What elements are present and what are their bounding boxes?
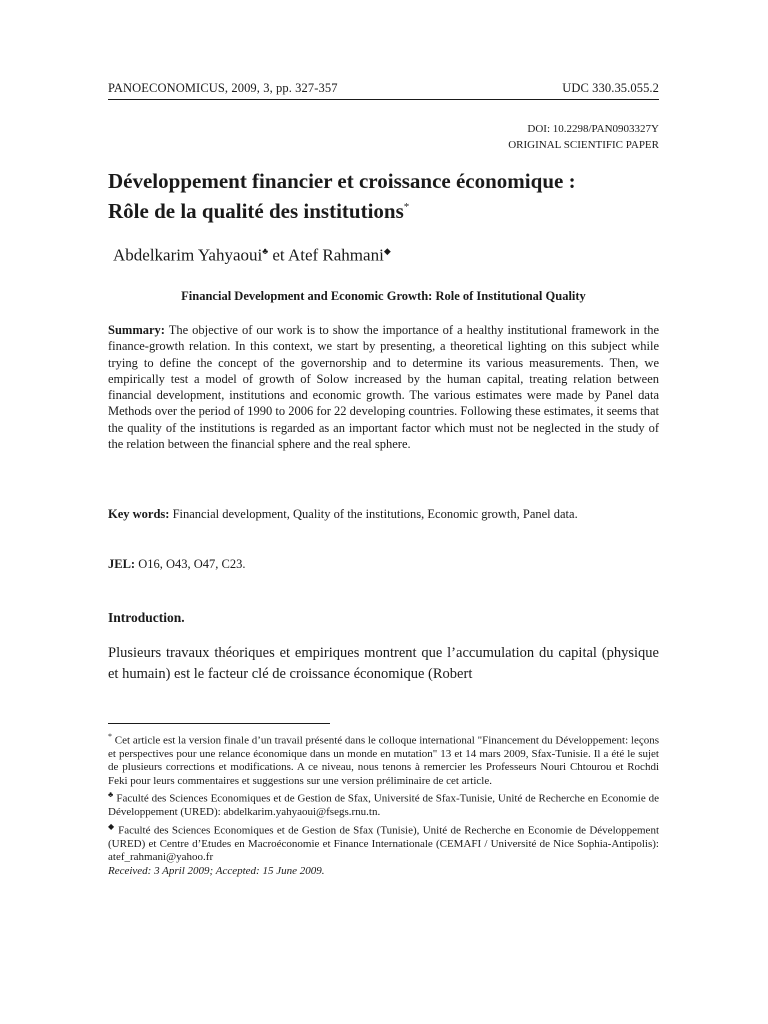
abstract-label: Summary: [108,323,165,337]
footnote-3-mark: ◆ [108,821,115,831]
udc-code: UDC 330.35.055.2 [562,81,659,95]
introduction-paragraph: Plusieurs travaux théoriques et empiriques montrent que l’accumulation du capital (physique et humain) est le facteur clé de croissance économique (Robert [108,645,659,682]
footnote-3-text: Faculté des Sciences Economiques et de Gestion de Sfax (Tunisie), Unité de Recherche en Economie de Développement (URED) et Centre d’Etudes en Macroéconomie et Finance Internationale (CEMAFI / Université de Nice Sophia-Antipolis): atef_rahmani@yahoo.fr [108,824,659,864]
footnote-rule [108,723,330,724]
paper-type: ORIGINAL SCIENTIFIC PAPER [508,139,659,151]
authors-conjunction: et [268,245,288,265]
author-2-mark: ◆ [383,246,391,256]
keywords [108,506,659,522]
footnote-3 [108,820,659,865]
footnote-1-mark: * [108,732,112,741]
running-header [108,81,659,96]
introduction-heading: Introduction. [108,610,185,625]
author-1-mark: ♣ [262,246,269,256]
author-1: Abdelkarim Yahyaoui [113,245,263,265]
footnote-2 [108,788,659,819]
author-2: Atef Rahmani [287,245,384,265]
keywords-text: Financial development, Quality of the institutions, Economic growth, Panel data. [169,507,578,521]
abstract [108,322,659,452]
jel-text: O16, O43, O47, C23. [135,557,246,571]
doi-block [108,121,659,153]
title-footnote-mark: * [403,201,410,213]
footnotes [108,730,659,878]
footnote-2-mark: ♣ [108,790,114,800]
jel-label: JEL: [108,557,136,571]
footnote-1-text: Cet article est la version finale d’un travail présenté dans le colloque international "Financement du Développement: leçons et perspectives pour une relance économique dans un monde en mutation" 13 et 14 mars 2009, Sfax-Tunisie. Il a été le sujet de plusieurs corrections et modifications. A ce niveau, nous tenons à remercier les Professeurs Nouri Chtourou et Rochdi Feki pour leurs commentaires et suggestions sur une version préliminaire de cet article. [108,734,659,787]
jel-codes [108,556,659,572]
english-title: Financial Development and Economic Growth: Role of Institutional Quality [181,289,586,303]
title-line-1: Développement financier et croissance économique : [108,169,576,193]
authors [113,240,391,267]
journal-citation: PANOECONOMICUS, 2009, 3, pp. 327-357 [108,81,338,95]
footnote-1 [108,730,659,788]
footnote-2-text: Faculté des Sciences Economiques et de Gestion de Sfax, Université de Sfax-Tunisie, Unité de Recherche en Economie de Développement (URED): abdelkarim.yahyaoui@fsegs.rnu.tn. [108,792,660,819]
keywords-label: Key words: [108,507,170,521]
header-rule [108,99,659,100]
doi: DOI: 10.2298/PAN0903327Y [527,123,659,135]
received-accepted-dates: Received: 3 April 2009; Accepted: 15 June 2009. [108,864,325,877]
title-line-2: Rôle de la qualité des institutions [108,199,404,223]
paper-title [108,168,668,224]
abstract-text: The objective of our work is to show the importance of a healthy institutional framework in the finance-growth relation. In this context, we start by presenting, a theoretical lighting on this subject while trying to define the concept of the governorship and to determine its various measurements. Then, we empirically test a model of growth of Solow increased by the human capital, treating relation between financial development, institutions and economic growth. The various estimates were made by Panel data Methods over the period of 1990 to 2006 for 22 developing countries. Following these estimates, it seems that the quality of the institutions is regarded as an important factor which must not be neglected in the study of the relation between the financial sphere and the real sphere. [108,323,659,452]
